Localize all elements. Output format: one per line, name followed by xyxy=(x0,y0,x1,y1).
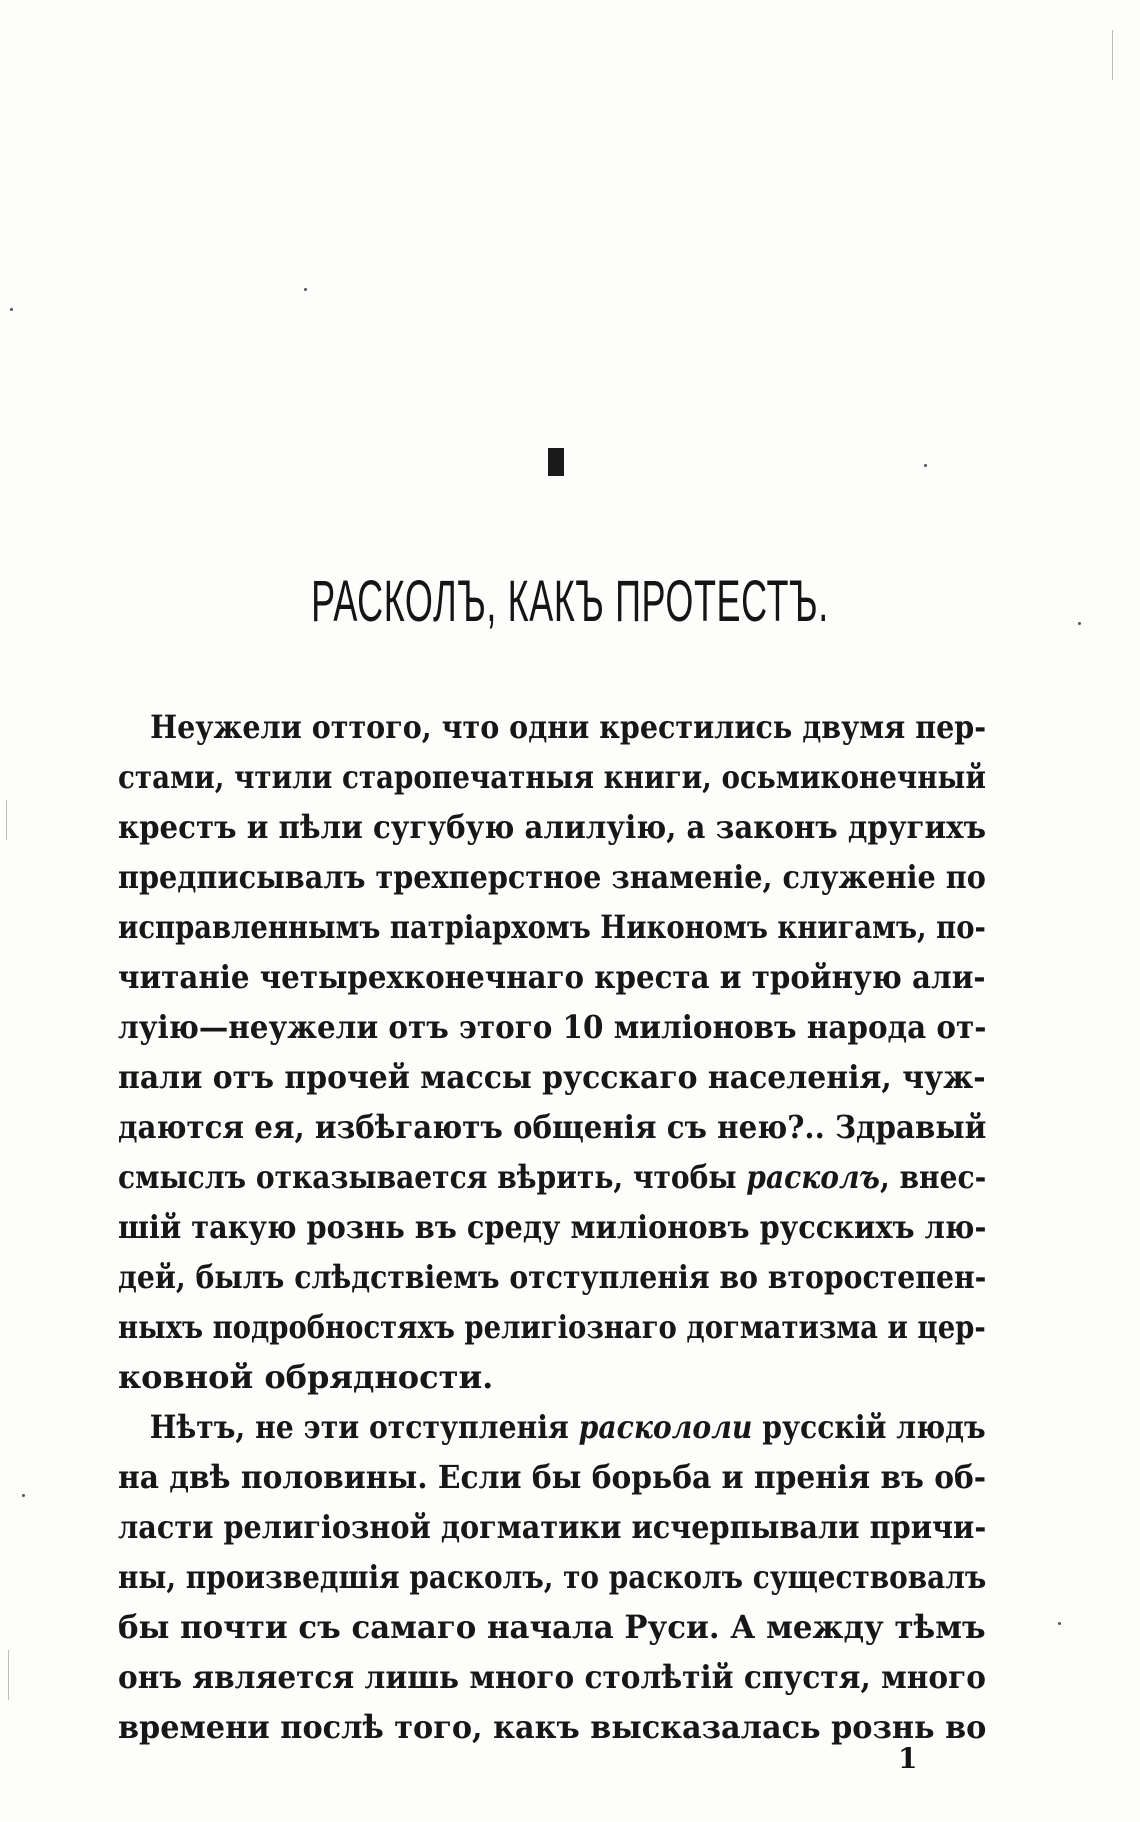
text-line: читаніе четырехконечнаго креста и тройную али- xyxy=(118,958,986,996)
text-line: крестъ и пѣли сугубую алилуію, а законъ другихъ xyxy=(118,808,987,846)
text-line: Неужели оттого, что одни крестились двумя пер- xyxy=(150,708,987,746)
chapter-title: РАСКОЛЪ, КАКЪ ПРОТЕСТЪ. xyxy=(311,569,829,634)
scan-edge xyxy=(8,1650,9,1700)
text-line: шій такую рознь въ среду миліоновъ русскихъ лю- xyxy=(118,1208,987,1246)
text-line: ковной обрядности. xyxy=(118,1358,494,1396)
text-run: , внес- xyxy=(879,1158,987,1196)
text-line: на двѣ половины. Если бы борьба и пренія въ об- xyxy=(118,1458,987,1496)
text-run: русскій людъ xyxy=(752,1408,986,1446)
scan-speck xyxy=(10,308,13,311)
text-line: времени послѣ того, какъ высказалась рознь во xyxy=(118,1708,987,1746)
text-line: онъ является лишь много столѣтій спустя, много xyxy=(118,1658,986,1696)
text-line xyxy=(118,1402,986,1452)
text-line: луію—неужели отъ этого 10 миліоновъ народа от- xyxy=(118,1008,987,1046)
scan-speck xyxy=(304,288,307,291)
italic-term: расколъ xyxy=(746,1158,880,1196)
scan-edge xyxy=(6,800,7,840)
scan-speck xyxy=(22,1494,25,1497)
scan-edge xyxy=(1112,30,1113,80)
text-line: ны, произведшія расколъ, то расколъ существовалъ xyxy=(118,1558,987,1596)
scan-speck xyxy=(1078,622,1081,625)
text-line: даются ея, избѣгаютъ общенія съ нею?.. Здравый xyxy=(118,1108,987,1146)
italic-term: раскололи xyxy=(578,1408,753,1446)
text-line xyxy=(118,1152,987,1202)
text-run: Нѣтъ, не эти отступленія xyxy=(149,1408,579,1446)
text-line: стами, чтили старопечатныя книги, осьмиконечный xyxy=(118,758,986,796)
text-line: предписывалъ трехперстное знаменіе, служеніе по xyxy=(118,858,986,896)
scan-speck xyxy=(1058,1622,1061,1625)
text-line: бы почти съ самаго начала Руси. А между тѣмъ xyxy=(118,1608,986,1646)
body-text xyxy=(118,702,986,1752)
scan-speck xyxy=(924,464,927,467)
text-line: ласти религіозной догматики исчерпывали причи- xyxy=(118,1508,987,1546)
chapter-number-mark xyxy=(548,448,564,476)
text-line: пали отъ прочей массы русскаго населенія, чуж- xyxy=(118,1058,986,1096)
text-line: ныхъ подробностяхъ религіознаго догматизма и цер- xyxy=(118,1308,986,1346)
text-line: дей, былъ слѣдствіемъ отступленія во второстепен- xyxy=(118,1258,987,1296)
page-number: 1 xyxy=(898,1742,918,1775)
text-run: смыслъ отказывается вѣрить, чтобы xyxy=(118,1158,747,1196)
text-line: исправленнымъ патріархомъ Никономъ книгамъ, по- xyxy=(118,908,986,946)
